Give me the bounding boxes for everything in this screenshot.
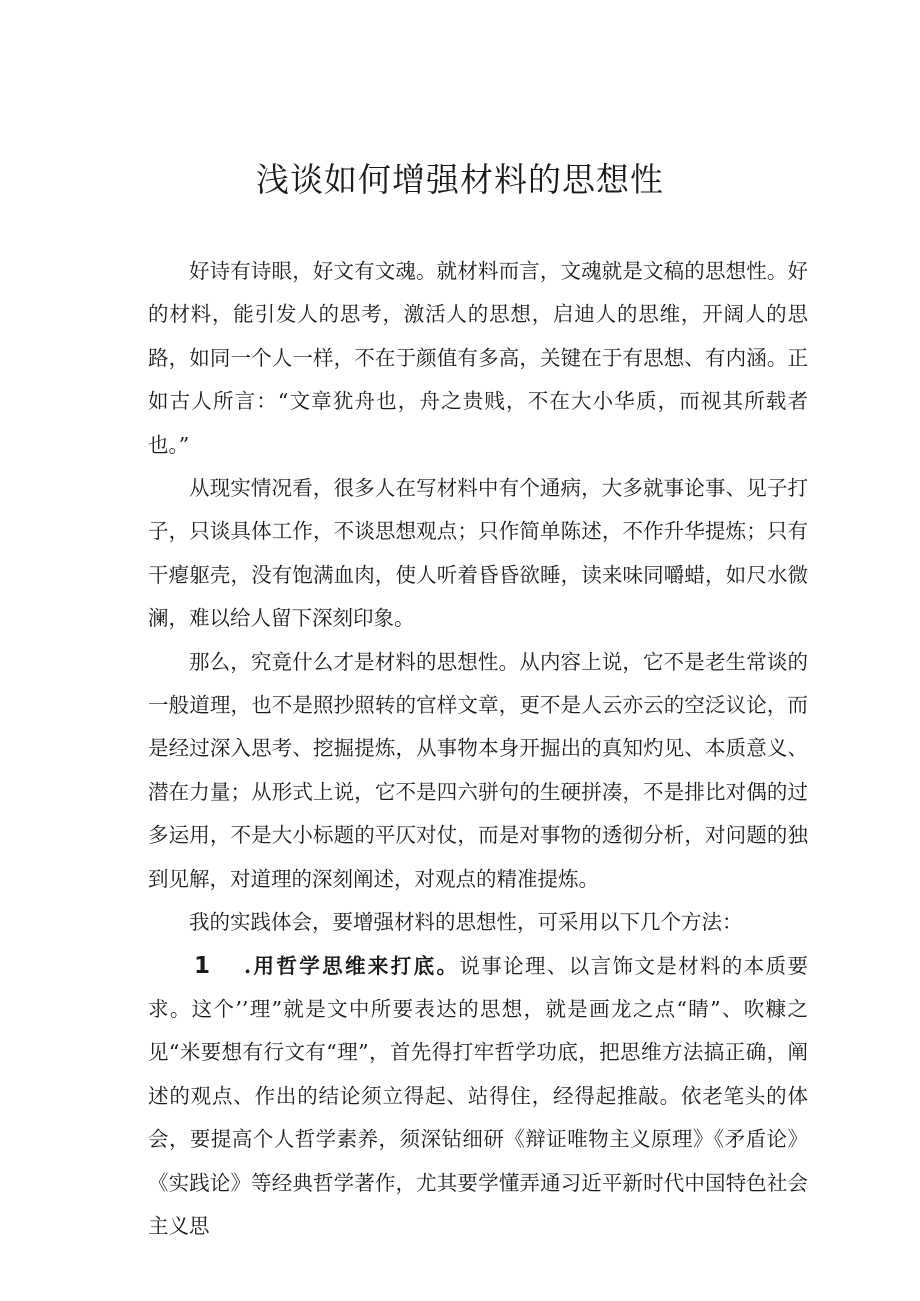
paragraph-definition: 那么，究竟什么才是材料的思想性。从内容上说，它不是老生常谈的一般道理，也不是照抄照转的官样文章，更不是人云亦云的空泛议论，而是经过深入思考、挖掘提炼，从事物本身开掘出的真知灼见、本质意义、潜在力量；从形式上说，它不是四六骈句的生硬拼凑，不是排比对偶的过多运用，不是大小标题的平仄对仗，而是对事物的透彻分析，对问题的独到见解，对道理的深刻阐述，对观点的精准提炼。 [148, 649, 808, 891]
paragraph-intro: 好诗有诗眼，好文有文魂。就材料而言，文魂就是文稿的思想性。好的材料，能引发人的思考，激活人的思想，启迪人的思维，开阔人的思路，如同一个人一样，不在于颜值有多高，关键在于有思想、有内涵。正如古人所言：“文章犹舟也，舟之贵贱，不在大小华质，而视其所载者也。” [148, 259, 808, 457]
method-heading: .用哲学思维来打底。 [244, 953, 460, 978]
document-body [148, 250, 808, 1248]
document-title: 浅谈如何增强材料的思想性 [256, 160, 664, 199]
paragraph-methods-intro: 我的实践体会，要增强材料的思想性，可采用以下几个方法： [189, 910, 743, 935]
method-number: 1 [194, 952, 211, 979]
paragraph-method-1 [148, 945, 808, 1249]
paragraph-problem: 从现实情况看，很多人在写材料中有个通病，大多就事论事、见子打子，只谈具体工作，不谈思想观点；只作简单陈述，不作升华提炼；只有干瘪躯壳，没有饱满血肉，使人听着昏昏欲睡，读来味同嚼蜡，如尺水微澜，难以给人留下深刻印象。 [148, 476, 808, 631]
method-text: 说事论理、以言饰文是材料的本质要求。这个’’理”就是文中所要表达的思想，就是画龙之点“睛”、吹糠之见“米要想有行文有“理”，首先得打牢哲学功底，把思维方法搞正确，阐述的观点、作出的结论须立得起、站得住，经得起推敲。依老笔头的体会，要提高个人哲学素养，须深钻细研《辩证唯物主义原理》《矛盾论》《实践论》等经典哲学著作，尤其要学懂弄通习近平新时代中国特色社会主义思 [148, 953, 809, 1238]
